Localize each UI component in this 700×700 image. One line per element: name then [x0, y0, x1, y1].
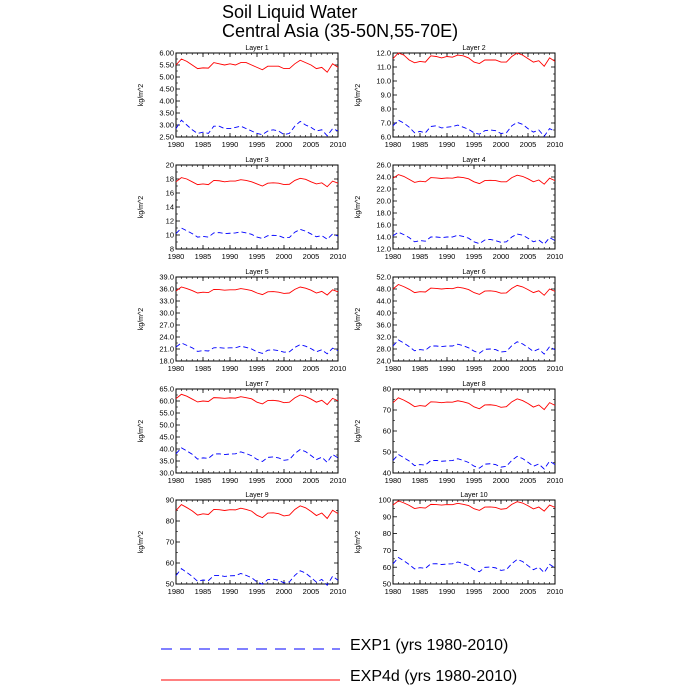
x-tick-label: 1980	[384, 364, 402, 373]
series-line-exp1	[176, 228, 338, 239]
x-tick-label: 1980	[167, 587, 185, 596]
y-tick-label: 90	[382, 512, 391, 522]
x-tick-label: 1980	[384, 587, 402, 596]
x-tick-label: 2005	[519, 587, 537, 596]
x-tick-label: 2000	[492, 364, 510, 373]
y-tick-label: 22.0	[376, 184, 391, 194]
panel-layer-10	[355, 492, 563, 596]
y-tick-label: 20.0	[376, 196, 391, 206]
y-tick-label: 80	[165, 516, 174, 526]
panel-title: Layer 4	[462, 157, 486, 164]
x-tick-label: 1995	[465, 364, 483, 373]
y-tick-label: 3.50	[159, 108, 174, 118]
y-tick-label: 30.0	[159, 468, 174, 478]
panel-title: Layer 5	[245, 269, 269, 276]
x-tick-label: 2010	[329, 587, 347, 596]
y-tick-label: 90	[165, 495, 174, 505]
x-tick-label: 1990	[438, 476, 456, 485]
y-tick-label: 28.0	[376, 344, 391, 354]
y-tick-label: 70	[382, 405, 391, 415]
series-line-exp4d	[176, 505, 338, 519]
figure-title-line2: Central Asia (35-50N,55-70E)	[222, 21, 459, 41]
x-tick-label: 2000	[275, 587, 293, 596]
x-tick-label: 2010	[546, 476, 564, 485]
x-tick-label: 2010	[329, 476, 347, 485]
y-tick-label: 60.0	[159, 396, 174, 406]
x-tick-label: 1980	[167, 476, 185, 485]
y-tick-label: 50	[165, 579, 174, 589]
y-tick-label: 55.0	[159, 408, 174, 418]
x-tick-label: 2000	[275, 252, 293, 261]
y-tick-label: 7.0	[380, 118, 391, 128]
y-tick-label: 4.00	[159, 96, 174, 106]
y-tick-label: 35.0	[159, 456, 174, 466]
y-tick-label: 5.50	[159, 60, 174, 70]
x-tick-label: 2010	[329, 140, 347, 149]
panel-title: Layer 8	[462, 381, 486, 388]
y-tick-label: 2.50	[159, 132, 174, 142]
x-tick-label: 1985	[411, 587, 429, 596]
x-tick-label: 1985	[194, 252, 212, 261]
series-line-exp4d	[393, 175, 555, 185]
x-tick-label: 1990	[221, 587, 239, 596]
x-tick-label: 1990	[221, 364, 239, 373]
x-tick-label: 1980	[167, 140, 185, 149]
y-axis-label: kg/m^2	[355, 307, 362, 331]
x-tick-label: 2005	[302, 252, 320, 261]
x-tick-label: 2000	[275, 140, 293, 149]
x-tick-label: 1995	[248, 252, 266, 261]
figure-title-line1: Soil Liquid Water	[222, 2, 358, 22]
y-tick-label: 50.0	[159, 420, 174, 430]
y-tick-label: 6.00	[159, 48, 174, 58]
panel-layer-8	[355, 381, 563, 485]
x-tick-label: 2010	[329, 252, 347, 261]
panel-layer-5	[138, 269, 346, 373]
x-tick-label: 2005	[302, 140, 320, 149]
x-tick-label: 2005	[519, 252, 537, 261]
y-tick-label: 50	[382, 447, 391, 457]
y-tick-label: 80	[382, 384, 391, 394]
x-tick-label: 1985	[411, 364, 429, 373]
x-tick-label: 2000	[492, 252, 510, 261]
x-tick-label: 1980	[384, 476, 402, 485]
plot-frame	[176, 277, 338, 361]
panel-title: Layer 3	[245, 157, 269, 164]
x-tick-label: 1980	[384, 252, 402, 261]
x-tick-label: 2000	[275, 476, 293, 485]
x-tick-label: 2005	[519, 476, 537, 485]
panel-layer-2	[355, 45, 563, 149]
plot-frame	[176, 53, 338, 137]
x-tick-label: 1990	[438, 140, 456, 149]
x-tick-label: 1985	[194, 587, 212, 596]
panel-title: Layer 10	[460, 492, 488, 499]
plot-frame	[393, 389, 555, 473]
y-tick-label: 12.0	[376, 48, 391, 58]
x-tick-label: 1990	[438, 364, 456, 373]
series-line-exp1	[176, 120, 338, 136]
y-tick-label: 10	[165, 230, 174, 240]
x-tick-label: 2000	[492, 140, 510, 149]
series-line-exp4d	[176, 394, 338, 404]
x-tick-label: 2010	[329, 364, 347, 373]
y-tick-label: 4.50	[159, 84, 174, 94]
series-line-exp1	[176, 343, 338, 354]
x-tick-label: 2010	[546, 364, 564, 373]
y-tick-label: 48.0	[376, 284, 391, 294]
x-tick-label: 1995	[465, 140, 483, 149]
plot-frame	[393, 500, 555, 584]
x-tick-label: 1985	[411, 476, 429, 485]
y-tick-label: 3.00	[159, 120, 174, 130]
x-tick-label: 1980	[167, 364, 185, 373]
x-tick-label: 1980	[167, 252, 185, 261]
x-tick-label: 1990	[221, 140, 239, 149]
y-tick-label: 18.0	[376, 208, 391, 218]
panel-layer-1	[138, 45, 346, 149]
y-tick-label: 52.0	[376, 272, 391, 282]
y-axis-label: kg/m^2	[355, 83, 362, 107]
y-tick-label: 70	[382, 546, 391, 555]
x-tick-label: 1995	[248, 587, 266, 596]
y-tick-label: 8.0	[380, 104, 391, 114]
plot-frame	[393, 165, 555, 249]
x-tick-label: 2000	[492, 476, 510, 485]
series-line-exp1	[393, 340, 555, 354]
y-tick-label: 60	[165, 558, 174, 568]
x-tick-label: 1995	[465, 587, 483, 596]
x-tick-label: 2005	[519, 364, 537, 373]
panel-layer-7	[138, 381, 346, 485]
y-tick-label: 80	[382, 529, 391, 539]
x-tick-label: 1990	[438, 252, 456, 261]
x-tick-label: 2000	[492, 587, 510, 596]
x-tick-label: 1985	[411, 252, 429, 261]
y-axis-label: kg/m^2	[355, 419, 362, 443]
y-tick-label: 36.0	[159, 284, 174, 294]
x-tick-label: 2005	[302, 476, 320, 485]
y-axis-label: kg/m^2	[355, 195, 362, 219]
series-line-exp1	[393, 232, 555, 244]
panel-title: Layer 1	[245, 45, 269, 52]
panel-layer-9	[138, 492, 346, 596]
panel-layer-6	[355, 269, 563, 373]
y-tick-label: 36.0	[376, 320, 391, 330]
x-tick-label: 1985	[194, 364, 212, 373]
x-tick-label: 1995	[465, 476, 483, 485]
y-tick-label: 21.0	[159, 344, 174, 354]
y-tick-label: 44.0	[376, 296, 391, 306]
y-tick-label: 10.0	[376, 76, 391, 86]
y-axis-label: kg/m^2	[355, 530, 362, 554]
panel-title: Layer 2	[462, 45, 486, 52]
legend-label-exp1: EXP1 (yrs 1980-2010)	[350, 637, 509, 654]
y-tick-label: 8	[169, 244, 174, 254]
x-tick-label: 2000	[275, 364, 293, 373]
y-axis-label: kg/m^2	[138, 195, 145, 219]
y-tick-label: 40.0	[376, 308, 391, 318]
series-line-exp1	[393, 455, 555, 469]
legend-label-exp4d: EXP4d (yrs 1980-2010)	[350, 668, 518, 685]
y-tick-label: 9.0	[380, 90, 391, 100]
plot-frame	[393, 277, 555, 361]
y-tick-label: 33.0	[159, 296, 174, 306]
plot-frame	[176, 500, 338, 584]
y-tick-label: 32.0	[376, 332, 391, 342]
plot-frame	[393, 53, 555, 137]
x-tick-label: 1980	[384, 140, 402, 149]
y-tick-label: 40.0	[159, 444, 174, 454]
x-tick-label: 2005	[302, 364, 320, 373]
y-tick-label: 60	[382, 562, 391, 572]
panel-title: Layer 6	[462, 269, 486, 276]
series-line-exp4d	[393, 398, 555, 410]
y-tick-label: 70	[165, 537, 174, 547]
y-axis-label: kg/m^2	[138, 419, 145, 443]
y-tick-label: 20	[165, 160, 174, 170]
plot-frame	[176, 165, 338, 249]
y-tick-label: 14	[165, 202, 174, 212]
y-tick-label: 40	[382, 468, 391, 478]
y-tick-label: 18	[165, 174, 174, 184]
y-tick-label: 18.0	[159, 356, 174, 366]
x-tick-label: 2010	[546, 140, 564, 149]
x-tick-label: 2010	[546, 587, 564, 596]
series-line-exp4d	[176, 178, 338, 187]
series-line-exp4d	[393, 285, 555, 296]
panel-title: Layer 9	[245, 492, 269, 499]
panel-title: Layer 7	[245, 381, 269, 388]
y-tick-label: 100	[378, 495, 391, 505]
x-tick-label: 2010	[546, 252, 564, 261]
y-tick-label: 24.0	[376, 356, 391, 366]
y-tick-label: 11.0	[376, 62, 391, 72]
x-tick-label: 2005	[302, 587, 320, 596]
x-tick-label: 1985	[411, 140, 429, 149]
y-tick-label: 24.0	[376, 172, 391, 182]
y-tick-label: 65.0	[159, 384, 174, 394]
y-tick-label: 6.0	[380, 132, 391, 142]
legend-lines	[161, 649, 340, 680]
panel-layer-3	[138, 157, 346, 261]
y-tick-label: 27.0	[159, 320, 174, 330]
y-tick-label: 60	[382, 426, 391, 436]
x-tick-label: 2005	[519, 140, 537, 149]
series-line-exp1	[176, 448, 338, 463]
x-tick-label: 1995	[465, 252, 483, 261]
y-tick-label: 50	[382, 579, 391, 589]
x-tick-label: 1990	[221, 252, 239, 261]
y-axis-label: kg/m^2	[138, 530, 145, 554]
y-tick-label: 45.0	[159, 432, 174, 442]
x-tick-label: 1995	[248, 364, 266, 373]
panel-layer-4	[355, 157, 563, 261]
x-tick-label: 1990	[221, 476, 239, 485]
panel-grid	[138, 45, 563, 596]
y-tick-label: 12	[165, 216, 174, 226]
series-line-exp4d	[176, 59, 338, 72]
x-tick-label: 1995	[248, 140, 266, 149]
y-axis-label: kg/m^2	[138, 83, 145, 107]
y-tick-label: 39.0	[159, 272, 174, 282]
y-tick-label: 16	[165, 188, 174, 198]
series-line-exp4d	[176, 287, 338, 295]
y-tick-label: 12.0	[376, 244, 391, 254]
x-tick-label: 1995	[248, 476, 266, 485]
series-line-exp1	[393, 557, 555, 572]
y-tick-label: 5.00	[159, 72, 174, 82]
x-tick-label: 1985	[194, 476, 212, 485]
x-tick-label: 1990	[438, 587, 456, 596]
y-tick-label: 14.0	[376, 232, 391, 242]
y-tick-label: 16.0	[376, 220, 391, 230]
x-tick-label: 1985	[194, 140, 212, 149]
y-tick-label: 24.0	[159, 332, 174, 342]
y-tick-label: 26.0	[376, 160, 391, 170]
y-tick-label: 30.0	[159, 308, 174, 318]
y-axis-label: kg/m^2	[138, 307, 145, 331]
